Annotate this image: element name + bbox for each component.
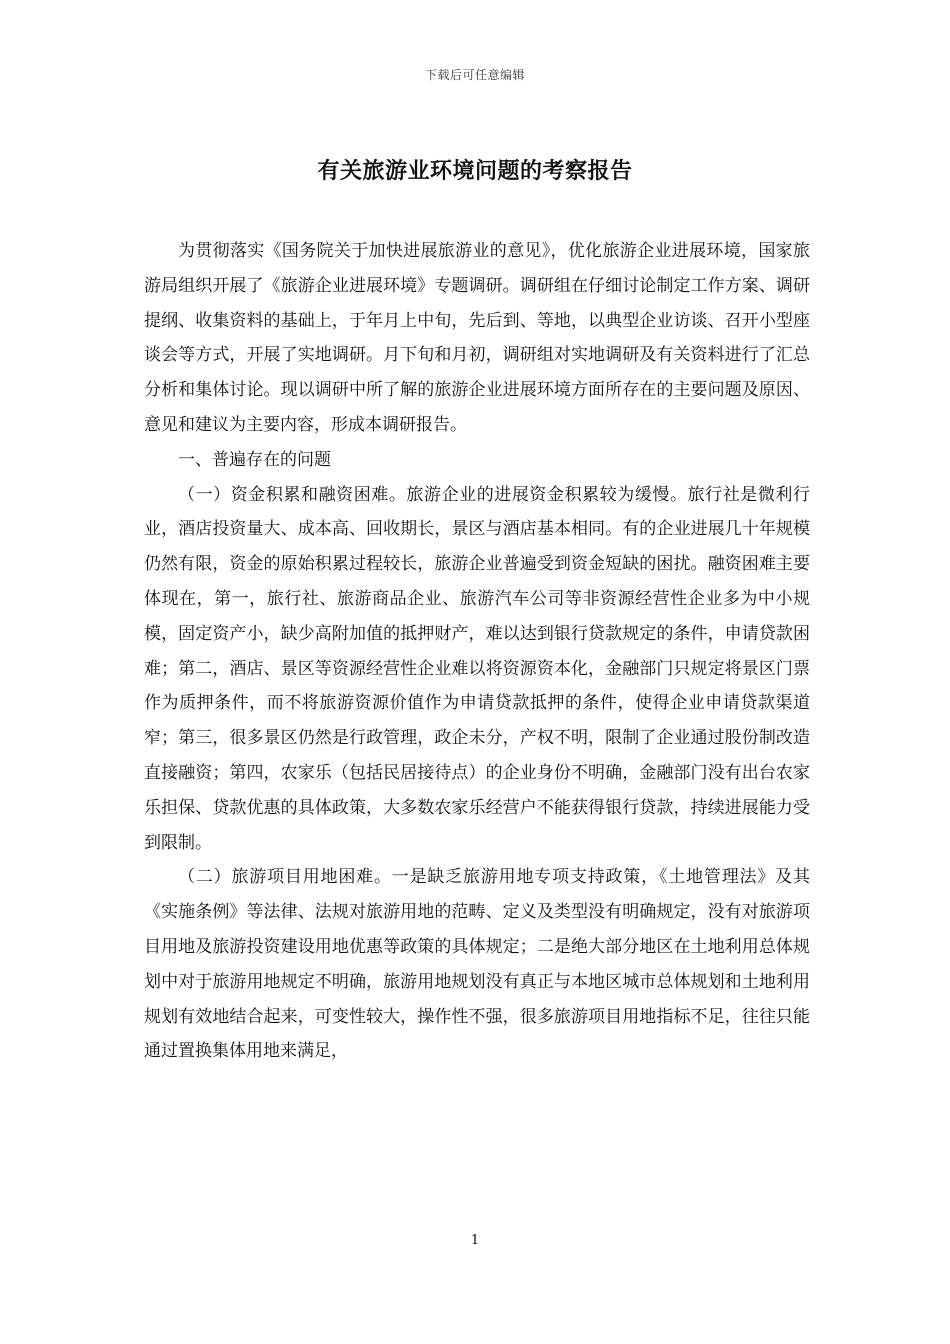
page-header-note: 下载后可任意编辑 bbox=[424, 68, 525, 82]
paragraph-funding: （一）资金积累和融资困难。旅游企业的进展资金积累较为缓慢。旅行社是微利行业，酒店投资量大、成本高、回收期长，景区与酒店基本相同。有的企业进展几十年规模仍然有限，资金的原始积累过程较长，旅游企业普遍受到资金短缺的困扰。融资困难主要体现在，第一，旅行社、旅游商品企业、旅游汽车公司等非资源经营性企业多为中小规模，固定资产小，缺少高附加值的抵押财产，难以达到银行贷款规定的条件，申请贷款困难；第二，酒店、景区等资源经营性企业难以将资源资本化，金融部门只规定将景区门票作为质押条件，而不将旅游资源价值作为申请贷款抵押的条件，使得企业申请贷款渠道窄；第三，很多景区仍然是行政管理，政企未分，产权不明，限制了企业通过股份制改造直接融资；第四，农家乐（包括民居接待点）的企业身份不明确，金融部门没有出台农家乐担保、贷款优惠的具体政策，大多数农家乐经营户不能获得银行贷款，持续进展能力受到限制。 bbox=[144, 484, 810, 853]
section-heading-problems: 一、普遍存在的问题 bbox=[178, 449, 331, 470]
paragraph-land-use: （二）旅游项目用地困难。一是缺乏旅游用地专项支持政策，《土地管理法》及其《实施条例》等法律、法规对旅游用地的范畴、定义及类型没有明确规定，没有对旅游项目用地及旅游投资建设用地优惠等政策的具体规定；二是绝大部分地区在土地利用总体规划中对于旅游用地规定不明确，旅游用地规划没有真正与本地区城市总体规划和土地利用规划有效地结合起来，可变性较大，操作性不强，很多旅游项目用地指标不足，往往只能通过置换集体用地来满足， bbox=[144, 867, 810, 1062]
document-body bbox=[144, 234, 810, 1069]
page-number: 1 bbox=[470, 1233, 480, 1248]
document-title: 有关旅游业环境问题的考察报告 bbox=[317, 158, 633, 184]
paragraph-intro: 为贯彻落实《国务院关于加快进展旅游业的意见》，优化旅游企业进展环境，国家旅游局组织开展了《旅游企业进展环境》专题调研。调研组在仔细讨论制定工作方案、调研提纲、收集资料的基础上，于年月上中旬，先后到、等地，以典型企业访谈、召开小型座谈会等方式，开展了实地调研。月下旬和月初，调研组对实地调研及有关资料进行了汇总分析和集体讨论。现以调研中所了解的旅游企业进展环境方面所存在的主要问题及原因、意见和建议为主要内容，形成本调研报告。 bbox=[144, 241, 810, 435]
